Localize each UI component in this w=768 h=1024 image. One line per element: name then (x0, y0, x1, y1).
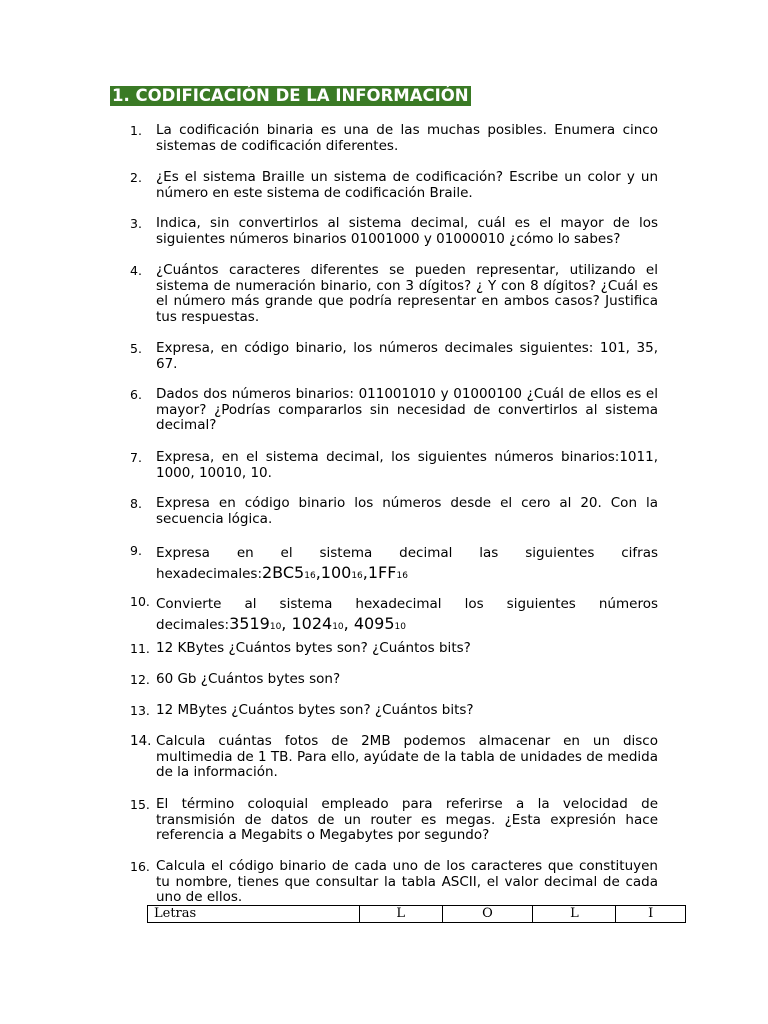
table-row (148, 906, 686, 923)
separator: , (362, 563, 368, 582)
question-item (130, 216, 658, 247)
question-number: 10. (130, 594, 150, 609)
question-number: 15. (130, 797, 150, 812)
question-number: 2. (130, 170, 142, 185)
table-cell: L (533, 906, 616, 923)
question-number: 9. (130, 543, 142, 558)
table-cell: O (442, 906, 533, 923)
base-subscript: 16 (396, 571, 408, 581)
question-item (130, 734, 658, 781)
base-subscript: 16 (351, 571, 363, 581)
question-text: 12 KBytes ¿Cuántos bytes son? ¿Cuántos bits? (156, 640, 471, 656)
question-text: 12 MBytes ¿Cuántos bytes son? ¿Cuántos bits? (156, 702, 474, 718)
question-text: Indica, sin convertirlos al sistema decimal, cuál es el mayor de los siguientes números binarios 01001000 y 01000010 ¿cómo lo sabes? (156, 215, 658, 247)
base-subscript: 16 (304, 571, 316, 581)
question-text: Expresa, en código binario, los números decimales siguientes: 101, 35, 67. (156, 340, 658, 372)
question-item (130, 123, 658, 154)
question-item (130, 450, 658, 481)
question-lead: Expresa en el sistema decimal las siguientes cifras hexadecimales: (156, 545, 658, 582)
question-number: 14. (130, 733, 152, 749)
question-text: 60 Gb ¿Cuántos bytes son? (156, 671, 341, 687)
question-item (130, 672, 658, 688)
question-number: 8. (130, 496, 142, 511)
question-item (130, 859, 658, 906)
question-item (130, 797, 658, 844)
table-cell-header: Letras (148, 906, 360, 923)
question-item (130, 341, 658, 372)
table-cell: L (359, 906, 442, 923)
question-number: 5. (130, 341, 142, 356)
question-item (130, 703, 658, 719)
hex-value: 2BC5 (262, 563, 305, 582)
question-number: 4. (130, 263, 142, 278)
question-item (130, 496, 658, 527)
question-text: ¿Es el sistema Braille un sistema de codificación? Escribe un color y un número en este sistema de codificación Braile. (156, 169, 658, 201)
question-item (130, 543, 658, 586)
question-text (156, 543, 658, 586)
question-number: 6. (130, 387, 142, 402)
question-number: 7. (130, 450, 142, 465)
hex-value: 100 (320, 563, 352, 582)
question-number: 16. (130, 859, 150, 874)
question-text: Expresa, en el sistema decimal, los siguientes números binarios:1011, 1000, 10010, 10. (156, 449, 658, 481)
question-text: Dados dos números binarios: 011001010 y 01000100 ¿Cuál de ellos es el mayor? ¿Podrías compararlos sin necesidad de convertirlos al sistema decimal? (156, 386, 658, 434)
question-text (156, 594, 658, 637)
decimal-value: 4095 (353, 614, 395, 633)
base-subscript: 10 (332, 622, 344, 632)
question-item (130, 170, 658, 201)
question-number: 3. (130, 216, 142, 231)
decimal-value: 1024 (291, 614, 333, 633)
question-text: El término coloquial empleado para referirse a la velocidad de transmisión de datos de un router es megas. ¿Esta expresión hace referencia a Megabits o Megabytes por segundo? (156, 796, 658, 844)
question-text: La codificación binaria es una de las muchas posibles. Enumera cinco sistemas de codificación diferentes. (156, 122, 658, 154)
question-lead: Convierte al sistema hexadecimal los siguientes números decimales: (156, 596, 658, 633)
question-item (130, 387, 658, 434)
question-number: 11. (130, 641, 150, 656)
hex-value: 1FF (367, 563, 397, 582)
section-heading: 1. CODIFICACIÓN DE LA INFORMACIÓN (112, 86, 469, 105)
separator: , (315, 563, 321, 582)
question-number: 12. (130, 672, 150, 687)
question-number: 13. (130, 703, 150, 718)
question-text: Calcula el código binario de cada uno de los caracteres que constituyen tu nombre, tienes que consultar la tabla ASCII, el valor decimal de cada uno de ellos. (156, 858, 658, 906)
question-item (130, 594, 658, 637)
question-number: 1. (130, 123, 142, 138)
table-cell: I (616, 906, 686, 923)
question-item (130, 641, 658, 657)
letters-table (147, 905, 686, 923)
question-text: ¿Cuántos caracteres diferentes se pueden representar, utilizando el sistema de numeración binario, con 3 dígitos? ¿ Y con 8 dígitos? ¿Cuál es el número más grande que podría representar en ambos casos? Justifica tus respuestas. (156, 262, 658, 325)
separator: , (281, 614, 292, 633)
base-subscript: 10 (269, 622, 282, 632)
base-subscript: 10 (394, 622, 406, 632)
separator: , (343, 614, 354, 633)
decimal-value: 3519 (229, 614, 270, 633)
question-text: Expresa en código binario los números desde el cero al 20. Con la secuencia lógica. (156, 495, 658, 527)
question-text: Calcula cuántas fotos de 2MB podemos almacenar en un disco multimedia de 1 TB. Para ello, ayúdate de la tabla de unidades de medida de la información. (156, 733, 658, 781)
question-item (130, 263, 658, 325)
